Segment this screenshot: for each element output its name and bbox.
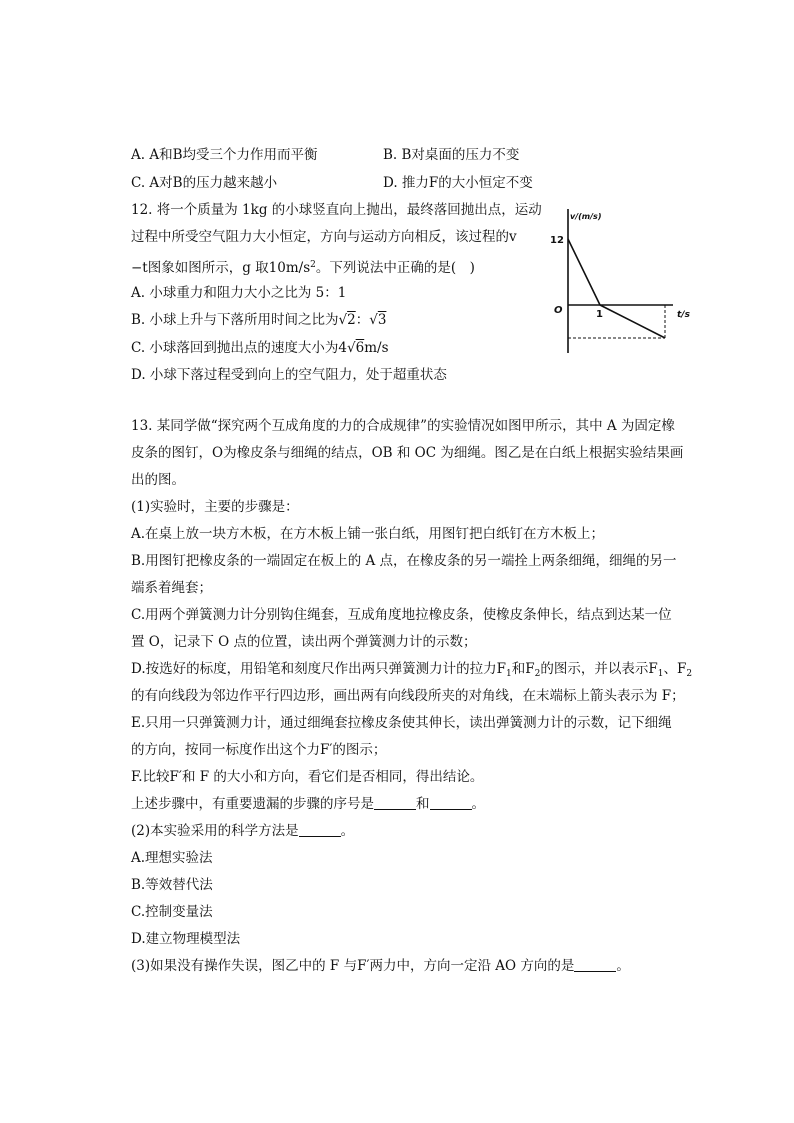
q13-part1-heading: (1)实验时，主要的步骤是： xyxy=(131,499,299,515)
q13-step-d-text4: 、F xyxy=(663,661,687,677)
q12-option-c xyxy=(131,339,389,357)
q12-option-b-text: B. 小球上升与下落所用时间之比为√ xyxy=(131,312,348,328)
q12-stem-line3-text: −t图象如图所示，g 取10m/s xyxy=(131,260,311,276)
q13-method-b: B.等效替代法 xyxy=(131,877,213,893)
q12-option-b-radicand2: 3 xyxy=(377,312,387,328)
q13-method-d: D.建立物理模型法 xyxy=(131,931,241,947)
q13-stem-line2: 皮条的图钉，O为橡皮条与细绳的结点，OB 和 OC 为细绳。图乙是在白纸上根据实验结果画 xyxy=(131,445,684,461)
answer-blank-1[interactable] xyxy=(374,797,416,810)
q12-unit-exponent: 2 xyxy=(310,260,316,270)
q11-option-c: C. A对B的压力越来越小 xyxy=(131,175,278,191)
q12-option-c-radicand: 6 xyxy=(355,340,365,356)
q13-step-a: A.在桌上放一块方木板，在方木板上铺一张白纸，用图钉把白纸钉在方木板上； xyxy=(131,526,605,542)
q13-method-a: A.理想实验法 xyxy=(131,850,213,866)
answer-blank-4[interactable] xyxy=(574,959,616,972)
q12-stem-line1: 12. 将一个质量为 1kg 的小球竖直向上抛出，最终落回抛出点，运动 xyxy=(131,202,542,218)
q12-vt-graph xyxy=(530,205,705,365)
x-tick-label: 1 xyxy=(596,309,603,320)
subscript: 2 xyxy=(686,669,693,679)
q13-step-d-text: D.按选好的标度，用铅笔和刻度尺作出两只弹簧测力计的拉力F xyxy=(131,661,506,677)
q13-step-b-cont: 端系着绳套； xyxy=(131,580,212,596)
q13-step-e: E.只用一只弹簧测力计，通过细绳套拉橡皮条使其伸长，读出弹簧测力计的示数，记下细绳 xyxy=(131,715,672,731)
q11-option-d: D. 推力F的大小恒定不变 xyxy=(383,175,533,191)
q12-stem-line2: 过程中所受空气阻力大小恒定，方向与运动方向相反，该过程的v xyxy=(131,229,517,245)
x-axis-label: t/s xyxy=(677,310,690,320)
q13-part1-question xyxy=(131,795,485,813)
q13-part1-question-text: 上述步骤中，有重要遗漏的步骤的序号是 xyxy=(131,796,374,812)
conjunction: 和 xyxy=(416,796,430,812)
q13-step-f: F.比较F′和 F 的大小和方向，看它们是否相同，得出结论。 xyxy=(131,769,484,785)
q13-part3-question xyxy=(131,957,630,975)
q13-step-c: C.用两个弹簧测力计分别钩住绳套，互成角度地拉橡皮条，使橡皮条伸长，结点到达某一位 xyxy=(131,607,672,623)
q13-step-d xyxy=(131,660,692,683)
q11-option-a: A. A和B均受三个力作用而平衡 xyxy=(131,147,318,163)
subscript: 1 xyxy=(506,669,512,679)
q12-option-d: D. 小球下落过程受到向上的空气阻力，处于超重状态 xyxy=(131,367,447,383)
period: 。 xyxy=(471,796,485,812)
q13-step-e-cont: 的方向，按同一标度作出这个力F′的图示； xyxy=(131,742,387,758)
q12-option-a: A. 小球重力和阻力大小之比为 5：1 xyxy=(131,285,347,301)
subscript: 2 xyxy=(534,669,541,679)
period: 。 xyxy=(616,958,630,974)
velocity-segment-up xyxy=(568,239,600,305)
q12-option-c-unit: m/s xyxy=(364,340,389,356)
y-tick-label: 12 xyxy=(550,235,564,246)
q12-option-b-radicand1: 2 xyxy=(347,312,356,328)
velocity-segment-down xyxy=(600,305,665,338)
q13-step-d-text3: 的图示，并以表示F xyxy=(540,661,658,677)
q13-part2-question xyxy=(131,822,354,840)
q12-stem-line3 xyxy=(131,256,475,277)
answer-blank-2[interactable] xyxy=(430,797,472,810)
q13-stem-line3: 出的图。 xyxy=(131,472,185,488)
q13-part3-question-text: (3)如果没有操作失误，图乙中的 F 与F′两力中，方向一定沿 AO 方向的是 xyxy=(131,958,575,974)
q12-option-c-text: C. 小球落回到抛出点的速度大小为4√ xyxy=(131,340,356,356)
q13-part2-question-text: (2)本实验采用的科学方法是 xyxy=(131,823,299,839)
q13-step-d-cont: 的有向线段为邻边作平行四边形，画出两有向线段所夹的对角线，在末端标上箭头表示为 F； xyxy=(131,688,685,704)
q12-option-b xyxy=(131,311,386,329)
y-axis-label: v/(m/s) xyxy=(570,212,602,221)
q13-step-c-cont: 置 O，记录下 O 点的位置，读出两个弹簧测力计的示数； xyxy=(131,634,477,650)
q11-option-b: B. B对桌面的压力不变 xyxy=(383,147,520,163)
origin-label: O xyxy=(554,305,563,316)
q12-option-b-ratio: ：√ xyxy=(355,312,378,328)
answer-blank-3[interactable] xyxy=(299,824,341,837)
period: 。 xyxy=(340,823,355,839)
q13-step-d-text2: 和F xyxy=(511,661,535,677)
q13-step-b: B.用图钉把橡皮条的一端固定在板上的 A 点，在橡皮条的另一端拴上两条细绳，细绳的另一 xyxy=(131,553,677,569)
q13-method-c: C.控制变量法 xyxy=(131,904,213,920)
subscript: 1 xyxy=(657,669,664,679)
q13-stem-line1: 13. 某同学做“探究两个互成角度的力的合成规律”的实验情况如图甲所示，其中 A 为固定橡 xyxy=(131,418,675,434)
q12-stem-line3-end: 。下列说法中正确的是( ) xyxy=(315,260,475,276)
